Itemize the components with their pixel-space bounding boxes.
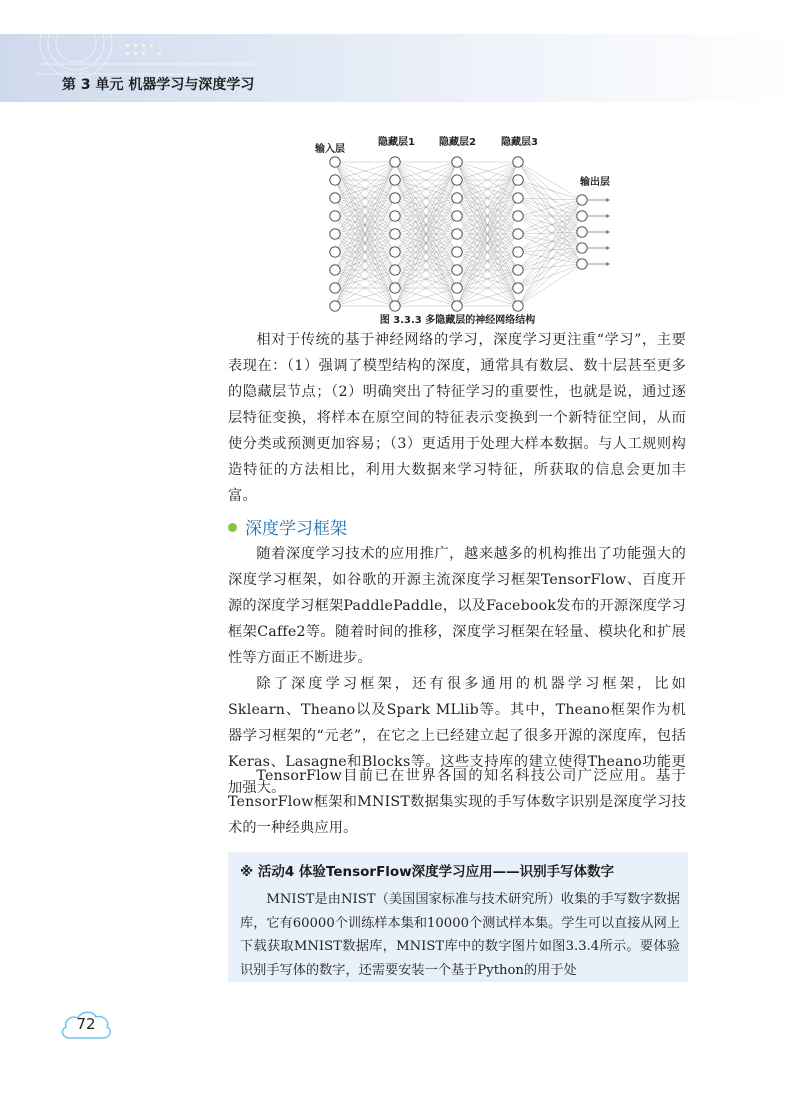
neuron-node bbox=[330, 265, 340, 275]
neuron-node bbox=[452, 283, 462, 293]
arrow-head-icon bbox=[606, 214, 610, 218]
neuron-node bbox=[513, 157, 523, 167]
page-number-badge bbox=[58, 1006, 114, 1042]
activity-text: MNIST是由NIST（美国国家标准与技术研究所）收集的手写数字数据库，它有60000个训练样本集和10000个测试样本集。学生可以直接从网上下载获取MNIST数据库，MNIST库中的数字图片如图3.3.4所示。要体验识别手写体的数字，还需要安装一个基于Python的用于处 bbox=[240, 892, 680, 978]
neuron-node bbox=[330, 283, 340, 293]
paragraph-tensorflow: TensorFlow目前已在世界各国的知名科技公司广泛应用。基于TensorFlow框架和MNIST数据集实现的手写体数字识别是深度学习技术的一种经典应用。 bbox=[228, 768, 686, 836]
section-heading-text: 深度学习框架 bbox=[245, 519, 347, 539]
neuron-node bbox=[330, 157, 340, 167]
layer-label-input: 输入层 bbox=[315, 144, 345, 155]
neuron-node bbox=[513, 229, 523, 239]
neuron-node bbox=[513, 247, 523, 257]
connection-line bbox=[518, 234, 582, 248]
arrow-head-icon bbox=[606, 198, 610, 202]
neuron-node bbox=[452, 175, 462, 185]
arrow-head-icon bbox=[606, 262, 610, 266]
activity-title: ※ 活动4 体验TensorFlow深度学习应用——识别手写体数字 bbox=[240, 864, 615, 880]
neuron-node bbox=[452, 211, 462, 221]
neuron-node bbox=[452, 157, 462, 167]
neuron-node bbox=[390, 301, 400, 311]
neuron-node bbox=[513, 175, 523, 185]
bullet-icon bbox=[228, 523, 237, 532]
page-number: 72 bbox=[76, 1015, 96, 1033]
neuron-node bbox=[577, 259, 587, 269]
neuron-node bbox=[330, 229, 340, 239]
neuron-node bbox=[330, 247, 340, 257]
neuron-node bbox=[513, 193, 523, 203]
connection-line bbox=[518, 216, 582, 252]
connection-line bbox=[518, 162, 582, 200]
neuron-node bbox=[452, 265, 462, 275]
neuron-node bbox=[390, 193, 400, 203]
layer-label-output: 输出层 bbox=[580, 177, 610, 188]
neuron-node bbox=[452, 247, 462, 257]
layer-label-hidden3: 隐藏层3 bbox=[501, 137, 538, 148]
activity-box bbox=[228, 852, 688, 982]
neuron-node bbox=[390, 247, 400, 257]
connection-line bbox=[518, 232, 582, 234]
layer-label-hidden2: 隐藏层2 bbox=[439, 137, 476, 148]
neuron-node bbox=[390, 229, 400, 239]
section-heading bbox=[228, 514, 347, 539]
layer-label-hidden1: 隐藏层1 bbox=[378, 137, 415, 148]
neuron-node bbox=[330, 193, 340, 203]
connection-line bbox=[518, 248, 582, 288]
unit-title: 第 3 单元 机器学习与深度学习 bbox=[62, 77, 255, 93]
connection-line bbox=[518, 232, 582, 288]
neuron-node bbox=[452, 301, 462, 311]
neuron-node bbox=[513, 265, 523, 275]
neuron-node bbox=[390, 175, 400, 185]
arrow-head-icon bbox=[606, 246, 610, 250]
paragraph-frameworks: 随着深度学习技术的应用推广，越来越多的机构推出了功能强大的深度学习框架，如谷歌的开源主流深度学习框架TensorFlow、百度开源的深度学习框架PaddlePaddle，以及Facebook发布的开源深度学习框架Caffe2等。随着时间的推移，深度学习框架在轻量、模块化和扩展性等方面正不断进步。 bbox=[228, 546, 686, 666]
connection-line bbox=[518, 198, 582, 200]
connection-line bbox=[518, 264, 582, 288]
neuron-node bbox=[513, 211, 523, 221]
figure-caption: 图 3.3.3 多隐藏层的神经网络结构 bbox=[379, 315, 536, 326]
neuron-node bbox=[513, 301, 523, 311]
neuron-node bbox=[577, 227, 587, 237]
connection-line bbox=[518, 264, 582, 306]
neuron-node bbox=[513, 283, 523, 293]
paragraph-deep-learning-features: 相对于传统的基于神经网络的学习，深度学习更注重“学习”，主要表现在：（1）强调了模型结构的深度，通常具有数层、数十层甚至更多的隐藏层节点；（2）明确突出了特征学习的重要性，也就是说，通过逐层特征变换，将样本在原空间的特征表示变换到一个新特征空间，从而使分类或预测更加容易；（3）更适用于处理大样本数据。与人工规则构造特征的方法相比，利用大数据来学习特征，所获取的信息会更加丰富。 bbox=[228, 332, 686, 504]
neuron-node bbox=[577, 211, 587, 221]
neuron-node bbox=[390, 157, 400, 167]
neuron-node bbox=[390, 265, 400, 275]
neuron-node bbox=[452, 229, 462, 239]
paragraph-ml-frameworks: 除了深度学习框架，还有很多通用的机器学习框架，比如Sklearn、Theano以及Spark MLlib等。其中，Theano框架作为机器学习框架的“元老”，在它之上已经建立起了很多开源的深度库，包括Keras、Lasagne和Blocks等。这些支持库的建立使得Theano功能更加强大。 bbox=[228, 676, 686, 796]
neuron-node bbox=[577, 195, 587, 205]
neuron-node bbox=[330, 175, 340, 185]
neuron-node bbox=[330, 211, 340, 221]
neuron-node bbox=[390, 211, 400, 221]
arrow-head-icon bbox=[606, 230, 610, 234]
connection-line bbox=[518, 232, 582, 270]
connection-line bbox=[518, 216, 582, 234]
neural-network-figure bbox=[300, 130, 640, 330]
connection-line bbox=[518, 216, 582, 306]
neuron-node bbox=[452, 193, 462, 203]
neuron-node bbox=[330, 301, 340, 311]
neuron-node bbox=[390, 283, 400, 293]
neuron-node bbox=[577, 243, 587, 253]
